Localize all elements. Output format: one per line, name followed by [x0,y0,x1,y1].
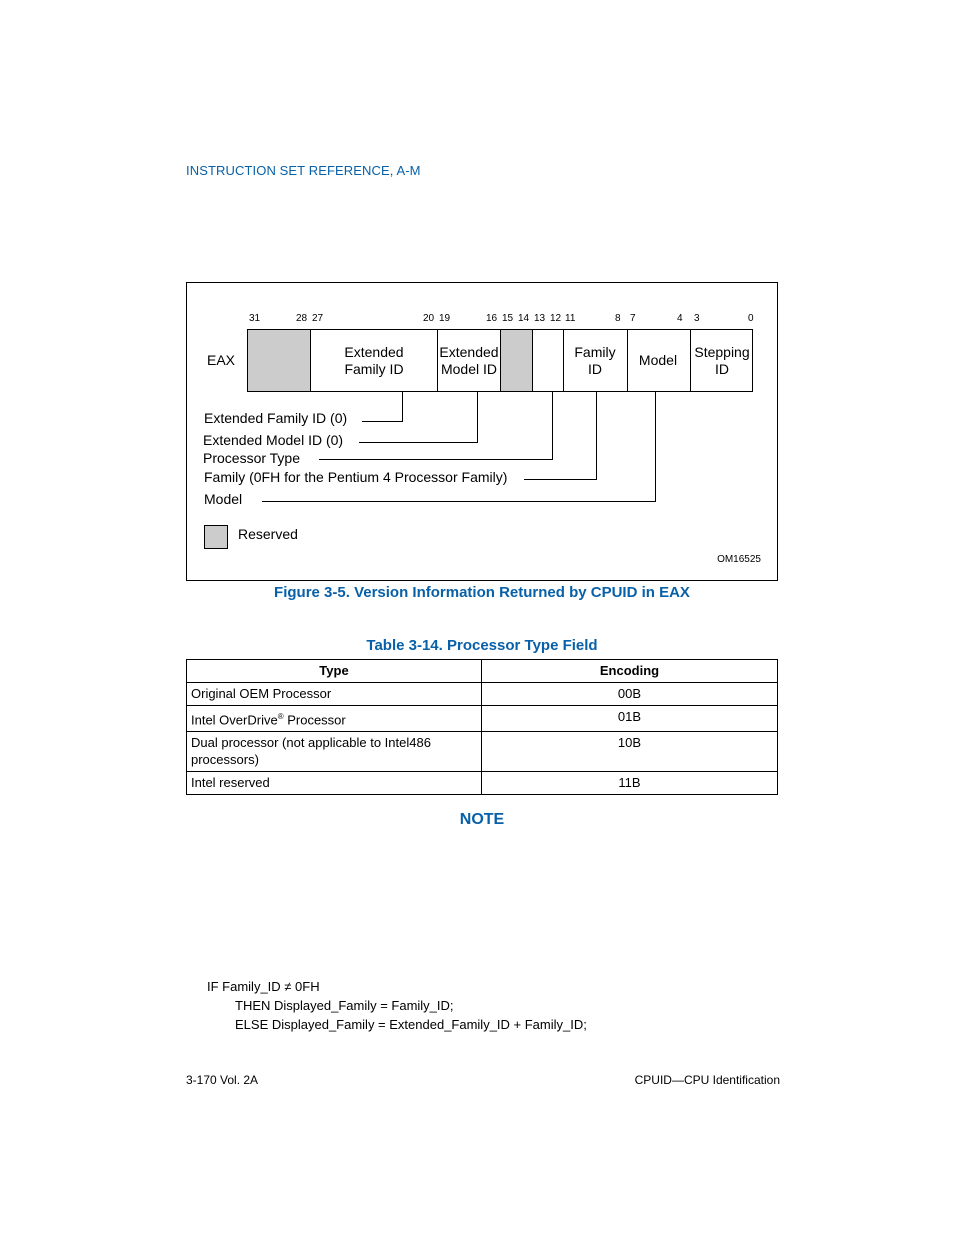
table-row [187,706,778,732]
callout-extended-model-id: Extended Model ID (0) [203,432,344,448]
stepping-label-line2: ID [715,361,729,377]
extended-family-label-line1: Extended [344,344,404,360]
type-cell [187,706,482,732]
encoding-cell: 10B [482,732,778,772]
table-row [187,683,778,706]
registered-mark: ® [277,712,284,721]
table-caption: Table 3-14. Processor Type Field [366,637,598,654]
table-row [187,732,778,772]
eax-bit-field-diagram [187,283,777,580]
processor-type-cell [533,330,564,392]
pseudocode-line-else: ELSE Displayed_Family = Extended_Family_ID + Family_ID; [235,1017,587,1032]
bit-label-15: 15 [502,313,514,324]
callout-processor-type: Processor Type [203,450,301,466]
figure-frame [186,282,778,581]
figure-id: OM16525 [717,554,761,565]
footer-page-number: 3-170 Vol. 2A [186,1073,259,1087]
bit-label-16: 16 [486,313,498,324]
stepping-label-line1: Stepping [694,344,750,360]
table-row [187,772,778,795]
pseudocode-line-then: THEN Displayed_Family = Family_ID; [235,998,454,1013]
bit-label-3: 3 [694,313,700,324]
type-text-suffix: Processor [283,712,346,728]
bit-label-8: 8 [615,313,621,324]
callout-extended-family-id: Extended Family ID (0) [204,410,348,426]
processor-type-table [186,659,778,795]
encoding-cell: 01B [482,706,778,732]
callout-line-processor-type [319,392,553,460]
callout-model: Model [204,491,243,507]
type-cell: Dual processor (not applicable to Intel486 processors) [187,732,482,772]
extended-family-label-line2: Family ID [344,361,404,377]
bit-label-11: 11 [565,313,576,324]
extended-model-label-line1: Extended [439,344,499,360]
model-label: Model [638,352,678,368]
bit-label-27: 27 [312,313,324,324]
bit-label-20: 20 [423,313,435,324]
figure-caption: Figure 3-5. Version Information Returned by CPUID in EAX [274,584,690,601]
type-cell: Intel reserved [187,772,482,795]
reserved-legend-label: Reserved [238,526,298,542]
reserved-bits-31-28 [248,330,311,392]
bit-label-19: 19 [439,313,451,324]
callout-family: Family (0FH for the Pentium 4 Processor Family) [204,469,508,485]
callout-line-extended-model [359,392,478,443]
bit-label-14: 14 [518,313,530,324]
encoding-cell: 11B [482,772,778,795]
bit-label-28: 28 [296,313,308,324]
table-header-row [187,660,778,683]
encoding-cell: 00B [482,683,778,706]
callout-line-extended-family [362,392,403,422]
running-header: INSTRUCTION SET REFERENCE, A-M [186,163,421,178]
type-text: Intel OverDrive [191,712,278,728]
bit-label-12: 12 [550,313,562,324]
family-label-line2: ID [588,361,602,377]
bit-label-4: 4 [677,313,683,324]
type-cell: Original OEM Processor [187,683,482,706]
bit-label-7: 7 [630,313,636,324]
bit-label-31: 31 [249,313,261,324]
family-label-line1: Family [574,344,616,360]
pseudocode-line-if: IF Family_ID ≠ 0FH [207,979,320,994]
callout-line-family [524,392,597,480]
note-heading: NOTE [459,811,505,828]
reserved-legend-swatch [205,526,228,549]
bit-label-0: 0 [748,313,754,324]
column-header-type: Type [187,660,482,683]
register-label-eax: EAX [207,352,236,368]
footer-section-title: CPUID—CPU Identification [634,1073,780,1087]
column-header-encoding: Encoding [482,660,778,683]
bit-label-13: 13 [534,313,546,324]
extended-model-label-line2: Model ID [440,361,498,377]
reserved-bits-15-14 [501,330,533,392]
